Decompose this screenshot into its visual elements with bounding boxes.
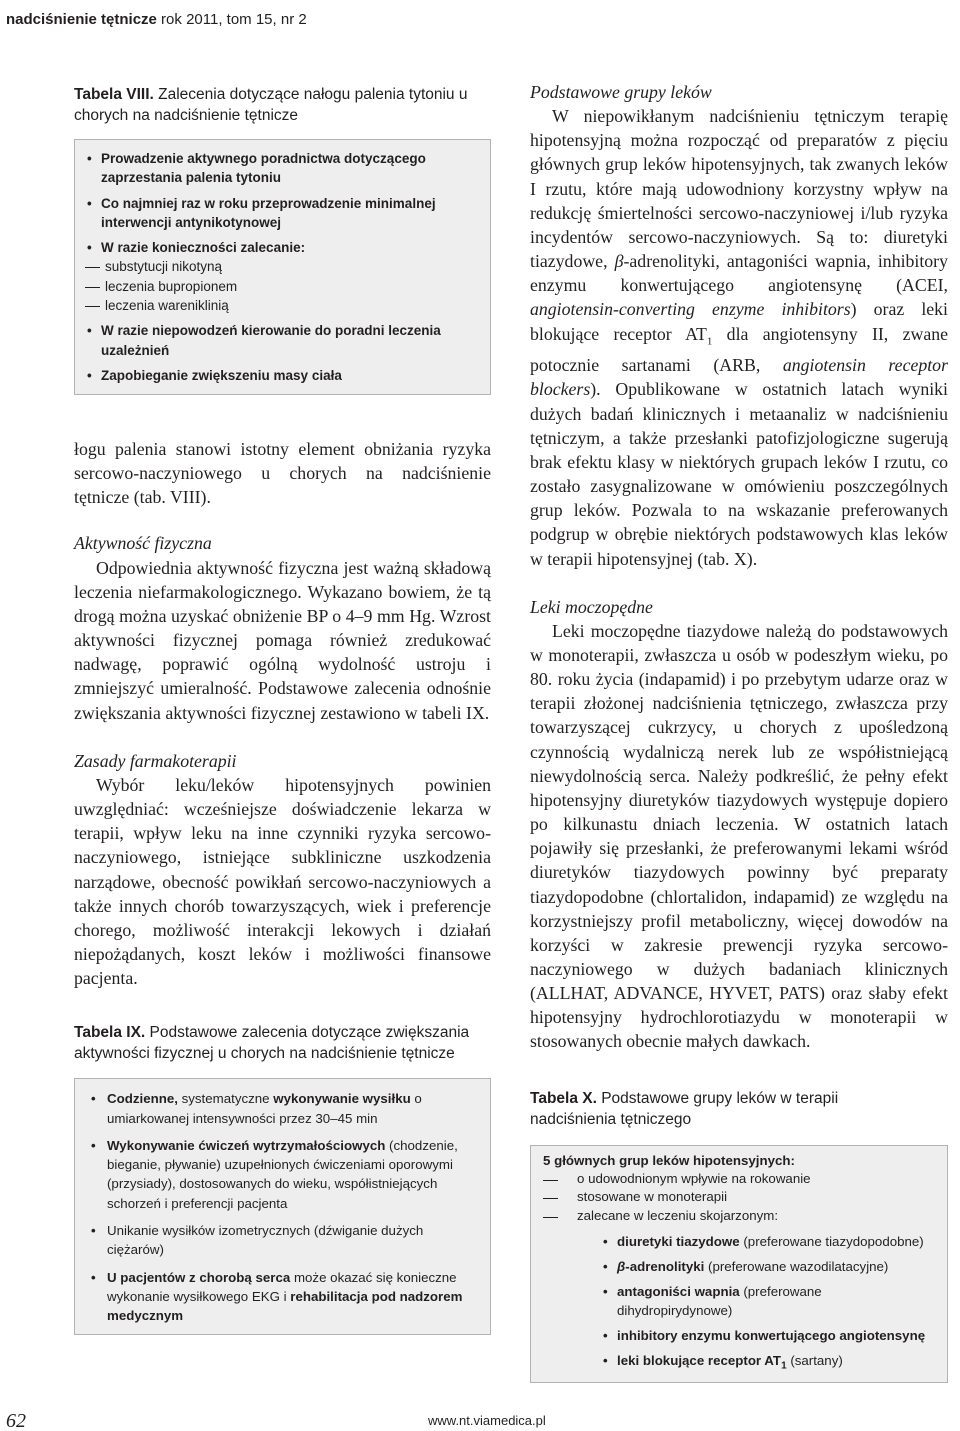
left-column: [74, 84, 491, 1335]
table-10-subitem: stosowane w monoterapii: [543, 1188, 937, 1206]
running-header: [0, 0, 307, 42]
table-9-item: • Codzienne, systematyczne wykonywanie wysiłku o umiarkowanej intensywności przez 30–45 min: [89, 1089, 480, 1128]
paragraph-physical-activity: Odpowiednia aktywność fizyczna jest ważną składową leczenia niefarmakologicznego. Wykazano bowiem, że tą drogą można uzyskać obniżenie BP o 4–9 mm Hg. Wzrost aktywności fizycznej pomaga również zredukować nadwagę, poprawić ogólną wydolność ustroju i zmniejszyć umieralność. Podstawowe zalecenia odnośnie zwiększania aktywności fizycznej zestawiono w tabeli IX.: [74, 557, 491, 723]
journal-url: www.nt.viamedica.pl: [428, 1413, 546, 1428]
table-9-box: [74, 1078, 491, 1334]
table-10-heading: 5 głównych grup leków hipotensyjnych:: [543, 1152, 795, 1168]
table-10-group: • β-adrenolityki (preferowane wazodilatacyjne): [601, 1258, 937, 1276]
journal-name: nadciśnienie tętnicze: [6, 11, 157, 28]
table-8-subitem: leczenia bupropionem: [85, 277, 480, 296]
table-10-group: • inhibitory enzymu konwertującego angiotensynę: [601, 1327, 937, 1345]
section-heading-physical-activity: Aktywność fizyczna: [74, 533, 212, 554]
table-10-subitem: zalecane w leczeniu skojarzonym:: [543, 1207, 937, 1225]
journal-issue: rok 2011, tom 15, nr 2: [156, 11, 307, 28]
section-heading-diuretics: Leki moczopędne: [530, 596, 653, 617]
table-10-caption: Tabela X. Podstawowe grupy leków w terapii nadciśnienia tętniczego: [530, 1089, 839, 1128]
table-9-item: • Unikanie wysiłków izometrycznych (dźwiganie dużych ciężarów): [89, 1221, 480, 1260]
table-8-item: • Co najmniej raz w roku przeprowadzenie minimalnej interwencji antynikotynowej: [85, 194, 480, 233]
table-8-subitem: substytucji nikotyną: [85, 257, 480, 276]
table-10-group: • diuretyki tiazydowe (preferowane tiazydopodobne): [601, 1233, 937, 1251]
table-8-box: [74, 139, 491, 395]
paragraph-pharmacotherapy: Wybór leku/leków hipotensyjnych powinien uwzględniać: wcześniejsze doświadczenie lekarza w terapii, wpływ leku na inne czynniki ryzyka sercowo-naczyniowego, istniejące subkliniczne uszkodzenia narządowe, obecność powikłań sercowo-naczyniowych a także innych chorób towarzyszących, wiek i preferencje chorego, możliwość interakcji lekowych i działań niepożądanych, koszt leków i możliwości finansowe pacjenta.: [74, 774, 491, 989]
paragraph-diuretics: Leki moczopędne tiazydowe należą do podstawowych w monoterapii, zwłaszcza u osób w podeszłym wieku, po 80. roku życia (indapamid) i po przebytym udarze oraz w terapii złożonej nadciśnienia tętniczego, zwłaszcza przy towarzyszącej cukrzycy, u chorych z upośledzoną czynnością wydalniczą nerek lub ze współistniejącą niewydolnością serca. Należy podkreślić, że pełny efekt hipotensyjny diuretyków tiazydowych występuje dopiero po kilkunastu dniach leczenia. W ostatnich latach pojawiły się przesłanki, że preferowanymi lekami wśród diuretyków tiazydowych powinny być preparaty tiazydopodobne (chlortalidon, indapamid) ze względu na korzystniejszy profil metaboliczny, więcej dowodów na korzyści w zakresie prewencji ryzyka sercowo-naczyniowego w dużych badaniach klinicznych (ALLHAT, ADVANCE, HYVET, PATS) oraz słaby efekt hipotensyjny hydrochlorotiazydu w monoterapii w stosowanych obecnie małych dawkach.: [530, 620, 948, 1052]
right-column: [530, 80, 948, 1383]
table-10-box: [530, 1145, 948, 1384]
table-10-group: • leki blokujące receptor $AT_1$ (sartany): [601, 1352, 937, 1376]
section-heading-drug-groups: Podstawowe grupy leków: [530, 82, 712, 102]
table-8-item: • W razie niepowodzeń kierowanie do poradni leczenia uzależnień: [85, 321, 480, 360]
table-8-caption: Tabela VIII. Zalecenia dotyczące nałogu palenia tytoniu u chorych na nadciśnienie tętnicze: [74, 86, 468, 124]
table-8-item: • W razie konieczności zalecanie:: [85, 238, 480, 257]
table-10-groups: [543, 1233, 937, 1376]
table-9-caption: Tabela IX. Podstawowe zalecenia dotyczące zwiększania aktywności fizycznej u chorych na nadciśnienie tętnicze: [74, 1024, 470, 1063]
paragraph-smoking: łogu palenia stanowi istotny element obniżania ryzyka sercowo-naczyniowego u chorych na nadciśnienie tętnicze (tab. VIII).: [74, 439, 491, 508]
table-8-item: • Prowadzenie aktywnego poradnictwa dotyczącego zaprzestania palenia tytoniu: [85, 149, 480, 188]
page-number: 62: [6, 1410, 26, 1431]
table-8-item: • Zapobieganie zwiększeniu masy ciała: [85, 366, 480, 385]
section-heading-pharmacotherapy: Zasady farmakoterapii: [74, 750, 237, 771]
table-8-subitem: leczenia wareniklinią: [85, 296, 480, 315]
table-10-group: • antagoniści wapnia (preferowane dihydropirydynowe): [601, 1283, 937, 1320]
paragraph-drug-groups: W niepowikłanym nadciśnieniu tętniczym terapię hipotensyjną można rozpocząć od preparatów z pięciu głównych grup leków hipotensyjnych, tak zwanych leków I rzutu, które mają udowodniony korzystny wpływ na redukcję śmiertelności sercowo-naczyniowej i/lub ryzyka incydentów sercowo-naczyniowych. Są to: diuretyki tiazydowe, β-adrenolityki, antagoniści wapnia, inhibitory enzymu konwertującego angiotensynę (ACEI, angiotensin-converting enzyme inhibitors) oraz leki blokujące receptor $AT_1$ dla angiotensyny II, zwane potocznie sartanami (ARB, angiotensin receptor blockers). Opublikowane w ostatnich latach wyniki dużych badań klinicznych i metaanaliz w nadciśnieniu tętniczym, a także przesłanki patofizjologiczne sugerują brak efektu klasy w niektórych grupach leków I rzutu, co zostało zasygnalizowane w omówieniu poszczególnych grup leków. Pozwala to na wskazanie preferowanych podgrup w obrębie niektórych podstawowych klas leków w terapii hipotensyjnej (tab. X).: [530, 106, 948, 569]
table-9-item: • U pacjentów z chorobą serca może okazać się konieczne wykonanie wysiłkowego EKG i rehabilitacja pod nadzorem medycznym: [89, 1268, 480, 1326]
table-10-subitem: o udowodnionym wpływie na rokowanie: [543, 1170, 937, 1188]
table-9-item: • Wykonywanie ćwiczeń wytrzymałościowych (chodzenie, bieganie, pływanie) uzupełnionych ćwiczeniami oporowymi (przysiady), dostosowanych do wieku, współistniejących schorzeń i preferencji pacjenta: [89, 1136, 480, 1213]
